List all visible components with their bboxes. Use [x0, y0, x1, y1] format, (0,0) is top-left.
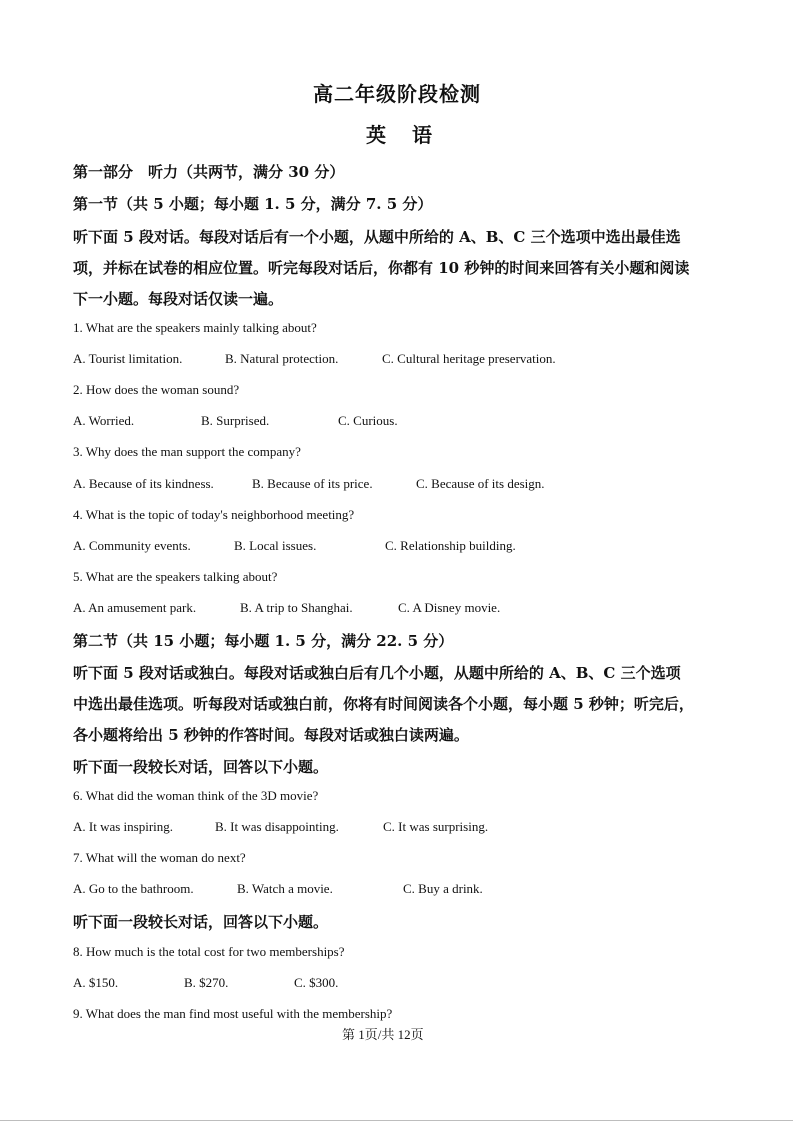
section1-instructions-line: 下一小题。每段对话仅读一遍。 [73, 290, 284, 308]
q8-option-a: A. $150. [73, 975, 119, 990]
section2-heading: 第二节（共 15 小题；每小题 1. 5 分，满分 22. 5 分） [73, 632, 454, 650]
question-7: 7. What will the woman do next? [73, 850, 246, 865]
question-4: 4. What is the topic of today's neighborhood meeting? [73, 507, 355, 522]
q5-option-a: A. An amusement park. [73, 600, 197, 615]
q8-option-b: B. $270. [184, 975, 229, 990]
q1-option-c: C. Cultural heritage preservation. [382, 351, 556, 366]
q3-option-c: C. Because of its design. [416, 476, 545, 491]
q3-option-b: B. Because of its price. [252, 476, 373, 491]
section1-heading: 第一节（共 5 小题；每小题 1. 5 分，满分 7. 5 分） [73, 195, 433, 213]
q4-option-b: B. Local issues. [234, 538, 317, 553]
part1-heading: 第一部分 听力（共两节，满分 30 分） [73, 163, 345, 181]
q3-option-a: A. Because of its kindness. [73, 476, 214, 491]
question-6: 6. What did the woman think of the 3D movie? [73, 788, 319, 803]
conversation-subheading: 听下面一段较长对话，回答以下小题。 [73, 758, 329, 776]
subject-heading [366, 119, 432, 148]
q1-option-a: A. Tourist limitation. [73, 351, 183, 366]
subject-char-2: 语 [412, 123, 432, 147]
section2-instructions-line: 中选出最佳选项。听每段对话或独白前，你将有时间阅读各个小题，每小题 5 秒钟；听完后， [73, 695, 694, 713]
question-2: 2. How does the woman sound? [73, 382, 240, 397]
section1-instructions-line: 听下面 5 段对话。每段对话后有一个小题，从题中所给的 A、B、C 三个选项中选出最佳选 [73, 228, 681, 246]
page-edge-divider [0, 1120, 793, 1121]
q2-option-c: C. Curious. [338, 413, 398, 428]
q2-option-a: A. Worried. [73, 413, 135, 428]
question-1: 1. What are the speakers mainly talking about? [73, 320, 317, 335]
question-8: 8. How much is the total cost for two memberships? [73, 944, 345, 959]
section1-instructions-line: 项，并标在试卷的相应位置。听完每段对话后，你都有 10 秒钟的时间来回答有关小题和阅读 [73, 259, 690, 277]
subject-char-1: 英 [366, 123, 386, 147]
section2-instructions-line: 各小题将给出 5 秒钟的作答时间。每段对话或独白读两遍。 [73, 726, 469, 744]
q5-option-c: C. A Disney movie. [398, 600, 501, 615]
q8-option-c: C. $300. [294, 975, 339, 990]
conversation-subheading: 听下面一段较长对话，回答以下小题。 [73, 913, 329, 931]
q6-option-a: A. It was inspiring. [73, 819, 174, 834]
q6-option-b: B. It was disappointing. [215, 819, 339, 834]
section2-instructions-line: 听下面 5 段对话或独白。每段对话或独白后有几个小题，从题中所给的 A、B、C 三个选项 [73, 664, 681, 682]
q4-option-a: A. Community events. [73, 538, 191, 553]
q1-option-b: B. Natural protection. [225, 351, 339, 366]
page-number-footer: 第 1页/共 12页 [342, 1027, 424, 1042]
q7-option-c: C. Buy a drink. [403, 881, 483, 896]
page-title: 高二年级阶段检测 [313, 82, 481, 106]
question-9: 9. What does the man find most useful with the membership? [73, 1006, 393, 1021]
q2-option-b: B. Surprised. [201, 413, 270, 428]
question-3: 3. Why does the man support the company? [73, 444, 301, 459]
q6-option-c: C. It was surprising. [383, 819, 489, 834]
question-5: 5. What are the speakers talking about? [73, 569, 278, 584]
q5-option-b: B. A trip to Shanghai. [240, 600, 353, 615]
q4-option-c: C. Relationship building. [385, 538, 516, 553]
q7-option-b: B. Watch a movie. [237, 881, 333, 896]
q7-option-a: A. Go to the bathroom. [73, 881, 194, 896]
